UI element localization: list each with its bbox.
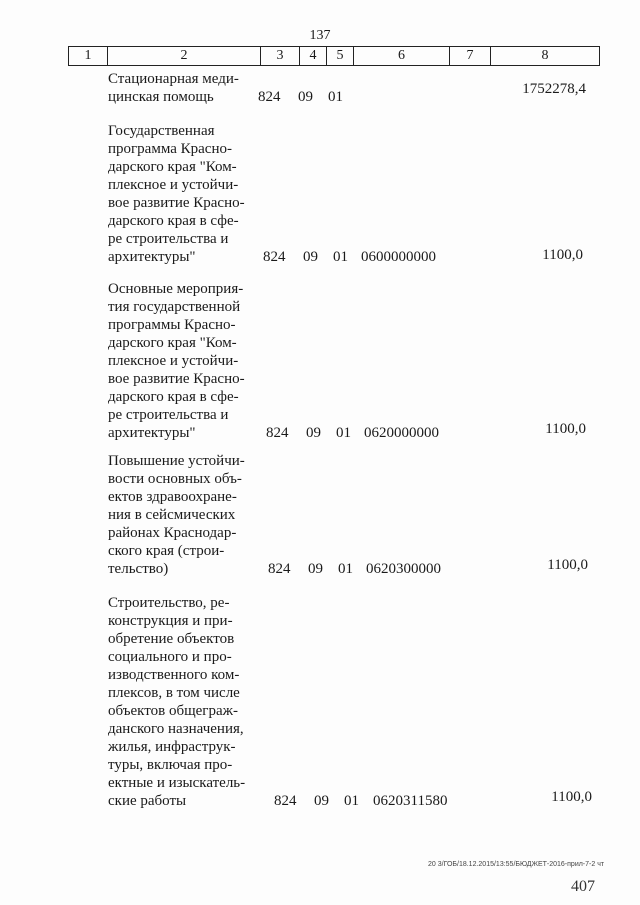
page-number: 137	[309, 28, 331, 43]
cell-pr: 01	[338, 561, 353, 577]
cell-pr: 01	[344, 793, 359, 809]
row-cells	[108, 789, 608, 810]
cell-csr: 0620311580	[373, 793, 448, 809]
table-row	[108, 594, 608, 810]
cell-amount: 1100,0	[547, 557, 588, 573]
header-col-2: 2	[108, 47, 261, 65]
row-cells	[108, 557, 608, 578]
cell-rz: 09	[303, 249, 318, 265]
header-col-1: 1	[69, 47, 108, 65]
cell-ved: 824	[268, 561, 291, 577]
row-cells	[108, 421, 608, 442]
cell-amount: 1100,0	[551, 789, 592, 805]
row-description: Повышение устойчи- вости основных объ- ектов здравоохране- ния в сейсмических районах Краснодар- ского края (строи- тельство)	[108, 453, 245, 577]
cell-amount: 1100,0	[545, 421, 586, 437]
cell-rz: 09	[308, 561, 323, 577]
table-row	[108, 280, 608, 442]
cell-ved: 824	[263, 249, 286, 265]
header-col-6: 6	[354, 47, 450, 65]
footer-page-number: 407	[571, 878, 595, 895]
row-description: Основные мероприя- тия государственной программы Красно- дарского края "Ком- плексное и устойчи- вое развитие Красно- дарского края в сфе- ре строительства и архитектуры"	[108, 281, 245, 441]
cell-csr: 0620000000	[364, 425, 439, 441]
header-col-5: 5	[327, 47, 354, 65]
header-col-3: 3	[261, 47, 300, 65]
cell-rz: 09	[314, 793, 329, 809]
cell-amount: 1752278,4	[522, 81, 586, 97]
cell-rz: 09	[298, 89, 313, 105]
cell-pr: 01	[328, 89, 343, 105]
cell-pr: 01	[333, 249, 348, 265]
header-col-8: 8	[541, 48, 549, 63]
row-description: Стационарная меди- цинская помощь	[108, 71, 239, 105]
cell-pr: 01	[336, 425, 351, 441]
cell-ved: 824	[258, 89, 281, 105]
row-cells	[108, 81, 608, 106]
cell-amount: 1100,0	[542, 247, 583, 263]
cell-rz: 09	[306, 425, 321, 441]
footer-reference: 20 3/ГОБ/18.12.2015/13:55/БЮДЖЕТ-2016-прил-7-2 чт	[428, 861, 605, 868]
row-description: Строительство, ре- конструкция и при- обретение объектов социального и про- изводственного ком- плексов, в том числе объектов общеграж- данского назначения, жилья, инфраструк- туры, включая про- ектные и изыскатель- ские работы	[108, 595, 246, 809]
row-cells	[108, 248, 608, 266]
header-col-4: 4	[300, 47, 327, 65]
table-row	[108, 122, 608, 266]
table-header	[68, 46, 600, 66]
cell-ved: 824	[274, 793, 297, 809]
cell-csr: 0600000000	[361, 249, 436, 265]
cell-ved: 824	[266, 425, 289, 441]
cell-csr: 0620300000	[366, 561, 441, 577]
table-row	[108, 452, 608, 578]
header-col-7: 7	[450, 47, 491, 65]
row-description: Государственная программа Красно- дарского края "Ком- плексное и устойчи- вое развитие Красно- дарского края в сфе- ре строительства и архитектуры"	[108, 123, 245, 265]
table-row	[108, 70, 608, 106]
